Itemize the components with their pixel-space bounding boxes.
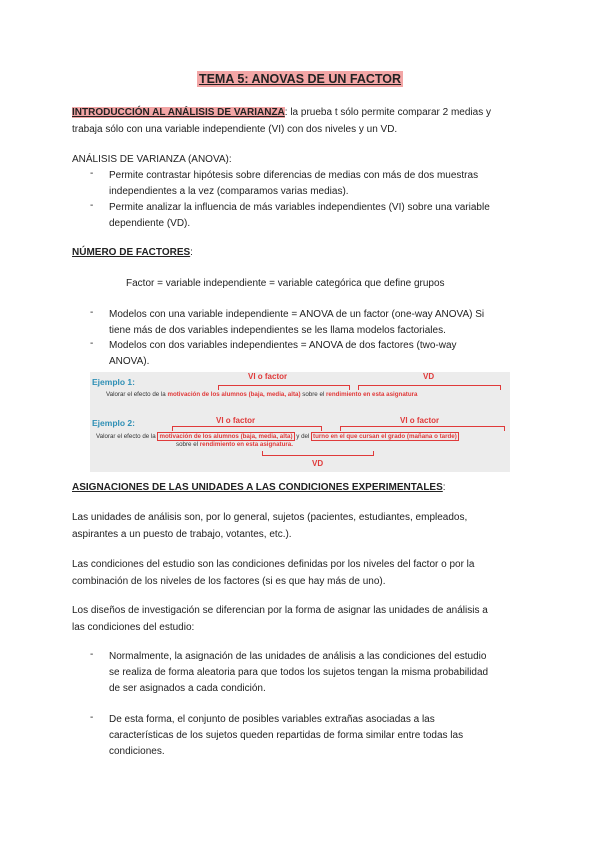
example-1-vd-bracket: [358, 385, 501, 390]
asignaciones-heading: ASIGNACIONES DE LAS UNIDADES A LAS CONDICIONES EXPERIMENTALES: [72, 482, 443, 493]
bullet-dash: -: [90, 712, 94, 723]
asignaciones-heading-line: ASIGNACIONES DE LAS UNIDADES A LAS CONDICIONES EXPERIMENTALES:: [72, 482, 446, 493]
factores-bullet-2: Modelos con dos variables independientes = ANOVA de dos factores (two-way ANOVA).: [109, 340, 457, 367]
intro-heading: INTRODUCCIÓN AL ANÁLISIS DE VARIANZA: [72, 107, 285, 118]
intro-paragraph: [72, 105, 528, 138]
anova-bullet-1: Permite contrastar hipótesis sobre diferencias de medias con más de dos muestras independientes a la vez (comparamos varias medias).: [109, 170, 479, 197]
example-2-vi-label-2: VI o factor: [400, 416, 440, 425]
example-2-vi-bracket-1: [172, 426, 322, 431]
bullet-dash: -: [90, 307, 94, 318]
example-2-vd-bracket: [262, 451, 374, 456]
example-2-factor-2: turno en el que cursan el grado (mañana o tarde): [313, 433, 457, 440]
page-title: TEMA 5: ANOVAS DE UN FACTOR: [198, 72, 402, 86]
paragraph-conditions: Las condiciones del estudio son las condiciones definidas por los niveles del factor o por la combinación de los niveles de los factores (si es que hay más de uno).: [72, 559, 475, 587]
example-1-vd-label: VD: [423, 372, 435, 381]
factores-heading: NÚMERO DE FACTORES: [72, 247, 191, 258]
anova-bullet-2: Permite analizar la influencia de más variables independientes (VI) sobre una variable dependiente (VD).: [109, 202, 490, 229]
example-1-factor: motivación de los alumnos (baja, media, alta): [167, 391, 301, 398]
bullet-dash: -: [90, 200, 94, 211]
example-1-dependent: rendimiento en esta asignatura: [325, 391, 418, 398]
example-2-vd-label: VD: [312, 459, 324, 468]
example-2-factor-1: motivación de los alumnos (baja, media, alta): [159, 433, 293, 440]
factores-heading-line: NÚMERO DE FACTORES:: [72, 247, 193, 258]
example-2-vi-bracket-2: [340, 426, 505, 431]
example-1-vi-bracket: [218, 385, 350, 390]
example-2-sentence-line-1: Valorar el efecto de la motivación de los alumnos (baja, media, alta) y del turno en el que cursan el grado (mañana o tarde): [96, 433, 457, 440]
bullet-dash: -: [90, 649, 94, 660]
anova-heading: ANÁLISIS DE VARIANZA (ANOVA):: [72, 154, 232, 165]
bullet-dash: -: [90, 168, 94, 179]
example-2-sentence-line-2: sobre el rendimiento en esta asignatura.: [176, 441, 293, 448]
factor-definition: Factor = variable independiente = variable categórica que define grupos: [126, 278, 445, 289]
example-2-label: Ejemplo 2:: [92, 418, 135, 428]
intro-line-1: INTRODUCCIÓN AL ANÁLISIS DE VARIANZA: la prueba t sólo permite comparar 2 medias y: [72, 107, 491, 118]
example-1-sentence: Valorar el efecto de la motivación de los alumnos (baja, media, alta) sobre el rendimiento en esta asignatura: [106, 391, 418, 398]
bullet-dash: -: [90, 338, 94, 349]
example-1-vi-label: VI o factor: [248, 372, 288, 381]
paragraph-designs: Los diseños de investigación se diferencian por la forma de asignar las unidades de análisis a las condiciones del estudio:: [72, 605, 488, 633]
intro-line-2: trabaja sólo con una variable independiente (VI) con dos niveles y un VD.: [72, 123, 398, 135]
asignaciones-bullet-1: Normalmente, la asignación de las unidades de análisis a las condiciones del estudio se realiza de forma aleatoria para que todos los sujetos tengan la misma probabilidad de ser asignados a cada condición.: [109, 651, 489, 694]
examples-figure: [90, 372, 510, 472]
example-1-label: Ejemplo 1:: [92, 377, 135, 387]
example-2-vi-label-1: VI o factor: [216, 416, 256, 425]
example-2-dependent: rendimiento en esta asignatura.: [199, 441, 293, 448]
asignaciones-bullet-2: De esta forma, el conjunto de posibles variables extrañas asociadas a las características de los sujetos queden repartidas de forma similar entre todas las condiciones.: [109, 714, 464, 757]
paragraph-units: Las unidades de análisis son, por lo general, sujetos (pacientes, estudiantes, empleados, aspirantes a un puesto de trabajo, votantes, etc.).: [72, 512, 468, 540]
factores-bullet-1: Modelos con una variable independiente = ANOVA de un factor (one-way ANOVA) Si tiene más de dos variables independientes se les llama modelos factoriales.: [109, 309, 485, 336]
